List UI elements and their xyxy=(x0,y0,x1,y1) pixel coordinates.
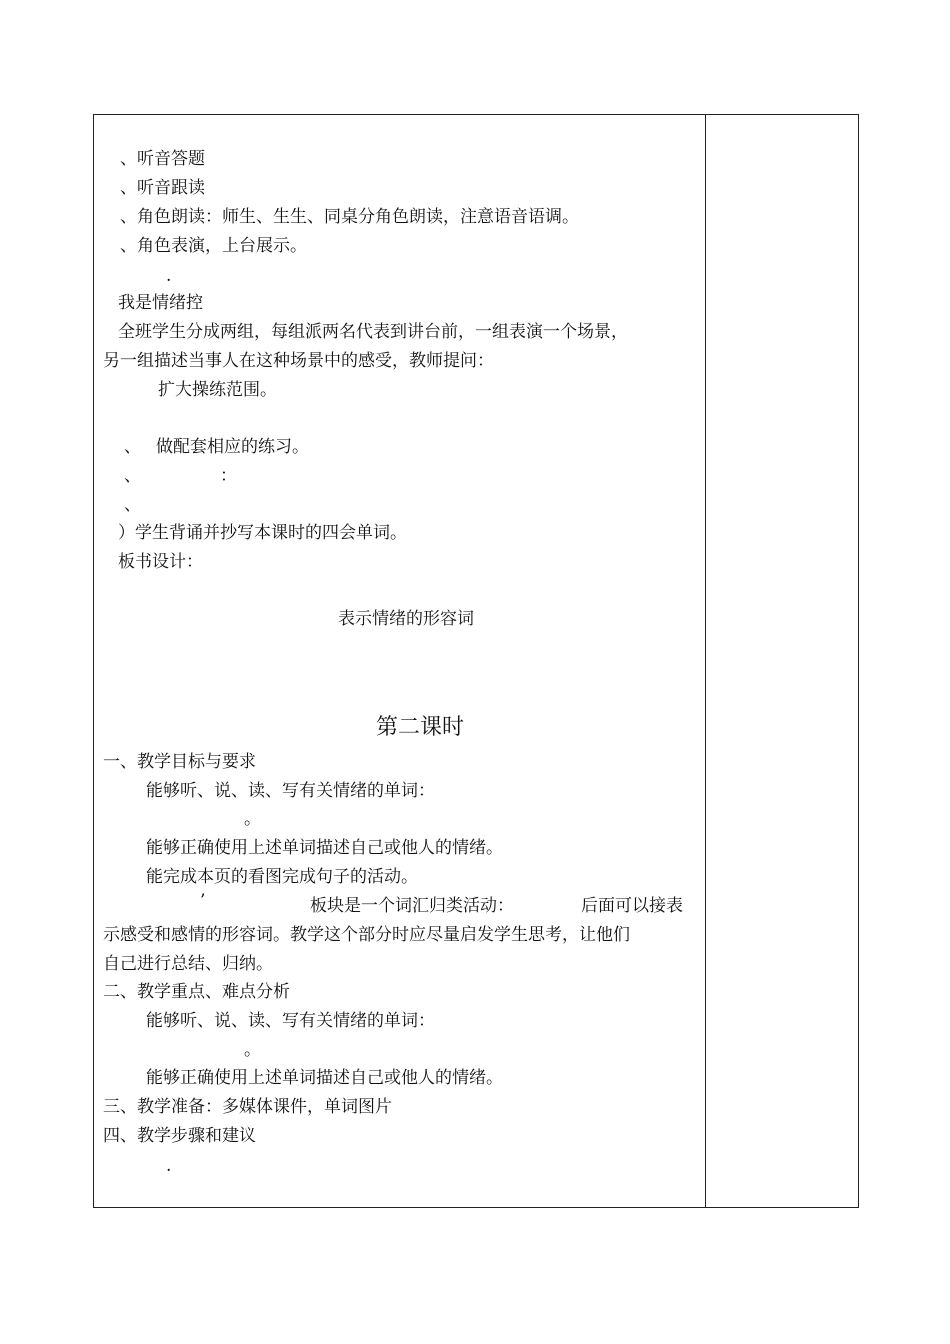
text-line: 。 xyxy=(244,1040,261,1060)
text-line: 我是情绪控 xyxy=(118,293,203,313)
text-line: 、 xyxy=(124,495,141,515)
text-line: ）学生背诵并抄写本课时的四会单词。 xyxy=(118,523,407,543)
text-line: . xyxy=(166,1156,172,1176)
text-line: 。 xyxy=(244,809,261,829)
text-line: 、听音答题 xyxy=(120,149,205,169)
text-line: 扩大操练范围。 xyxy=(158,380,277,400)
heading-preparation: 三、教学准备：多媒体课件，单词图片 xyxy=(103,1097,392,1117)
text-line: . xyxy=(166,266,172,286)
text-line: 板书设计： xyxy=(118,552,203,572)
section-title: 第二课时 xyxy=(376,715,465,740)
text-line: 能完成本页的看图完成句子的活动。 xyxy=(146,867,418,887)
heading-steps: 四、教学步骤和建议 xyxy=(103,1126,256,1146)
text-line: 能够听、说、读、写有关情绪的单词： xyxy=(146,1011,435,1031)
text-line: 、 xyxy=(124,437,141,457)
text-line: ： xyxy=(220,466,237,486)
text-line: 后面可以接表 xyxy=(581,896,683,916)
text-line: 能够正确使用上述单词描述自己或他人的情绪。 xyxy=(146,838,503,858)
text-line: 示感受和感情的形容词。教学这个部分时应尽量启发学生思考，让他们 xyxy=(103,925,630,945)
notes-column-divider xyxy=(705,114,706,1208)
heading-goals: 一、教学目标与要求 xyxy=(103,752,256,772)
text-line: 另一组描述当事人在这种场景中的感受，教师提问： xyxy=(103,351,494,371)
board-design-title: 表示情绪的形容词 xyxy=(338,609,474,629)
text-line: 做配套相应的练习。 xyxy=(156,437,309,457)
text-line: 、听音跟读 xyxy=(120,178,205,198)
text-line: 全班学生分成两组，每组派两名代表到讲台前，一组表演一个场景， xyxy=(118,322,628,342)
text-line: 能够正确使用上述单词描述自己或他人的情绪。 xyxy=(146,1068,503,1088)
heading-key-points: 二、教学重点、难点分析 xyxy=(103,982,290,1002)
text-line: 板块是一个词汇归类活动： xyxy=(310,896,514,916)
lesson-table-frame xyxy=(93,114,859,1208)
text-line: 、 xyxy=(124,466,141,486)
text-line: 、角色表演，上台展示。 xyxy=(120,236,307,256)
text-line: 自己进行总结、归纳。 xyxy=(103,954,273,974)
text-line: 能够听、说、读、写有关情绪的单词： xyxy=(146,781,435,801)
text-line: ’ xyxy=(200,891,206,911)
text-line: 、角色朗读：师生、生生、同桌分角色朗读，注意语音语调。 xyxy=(120,207,579,227)
